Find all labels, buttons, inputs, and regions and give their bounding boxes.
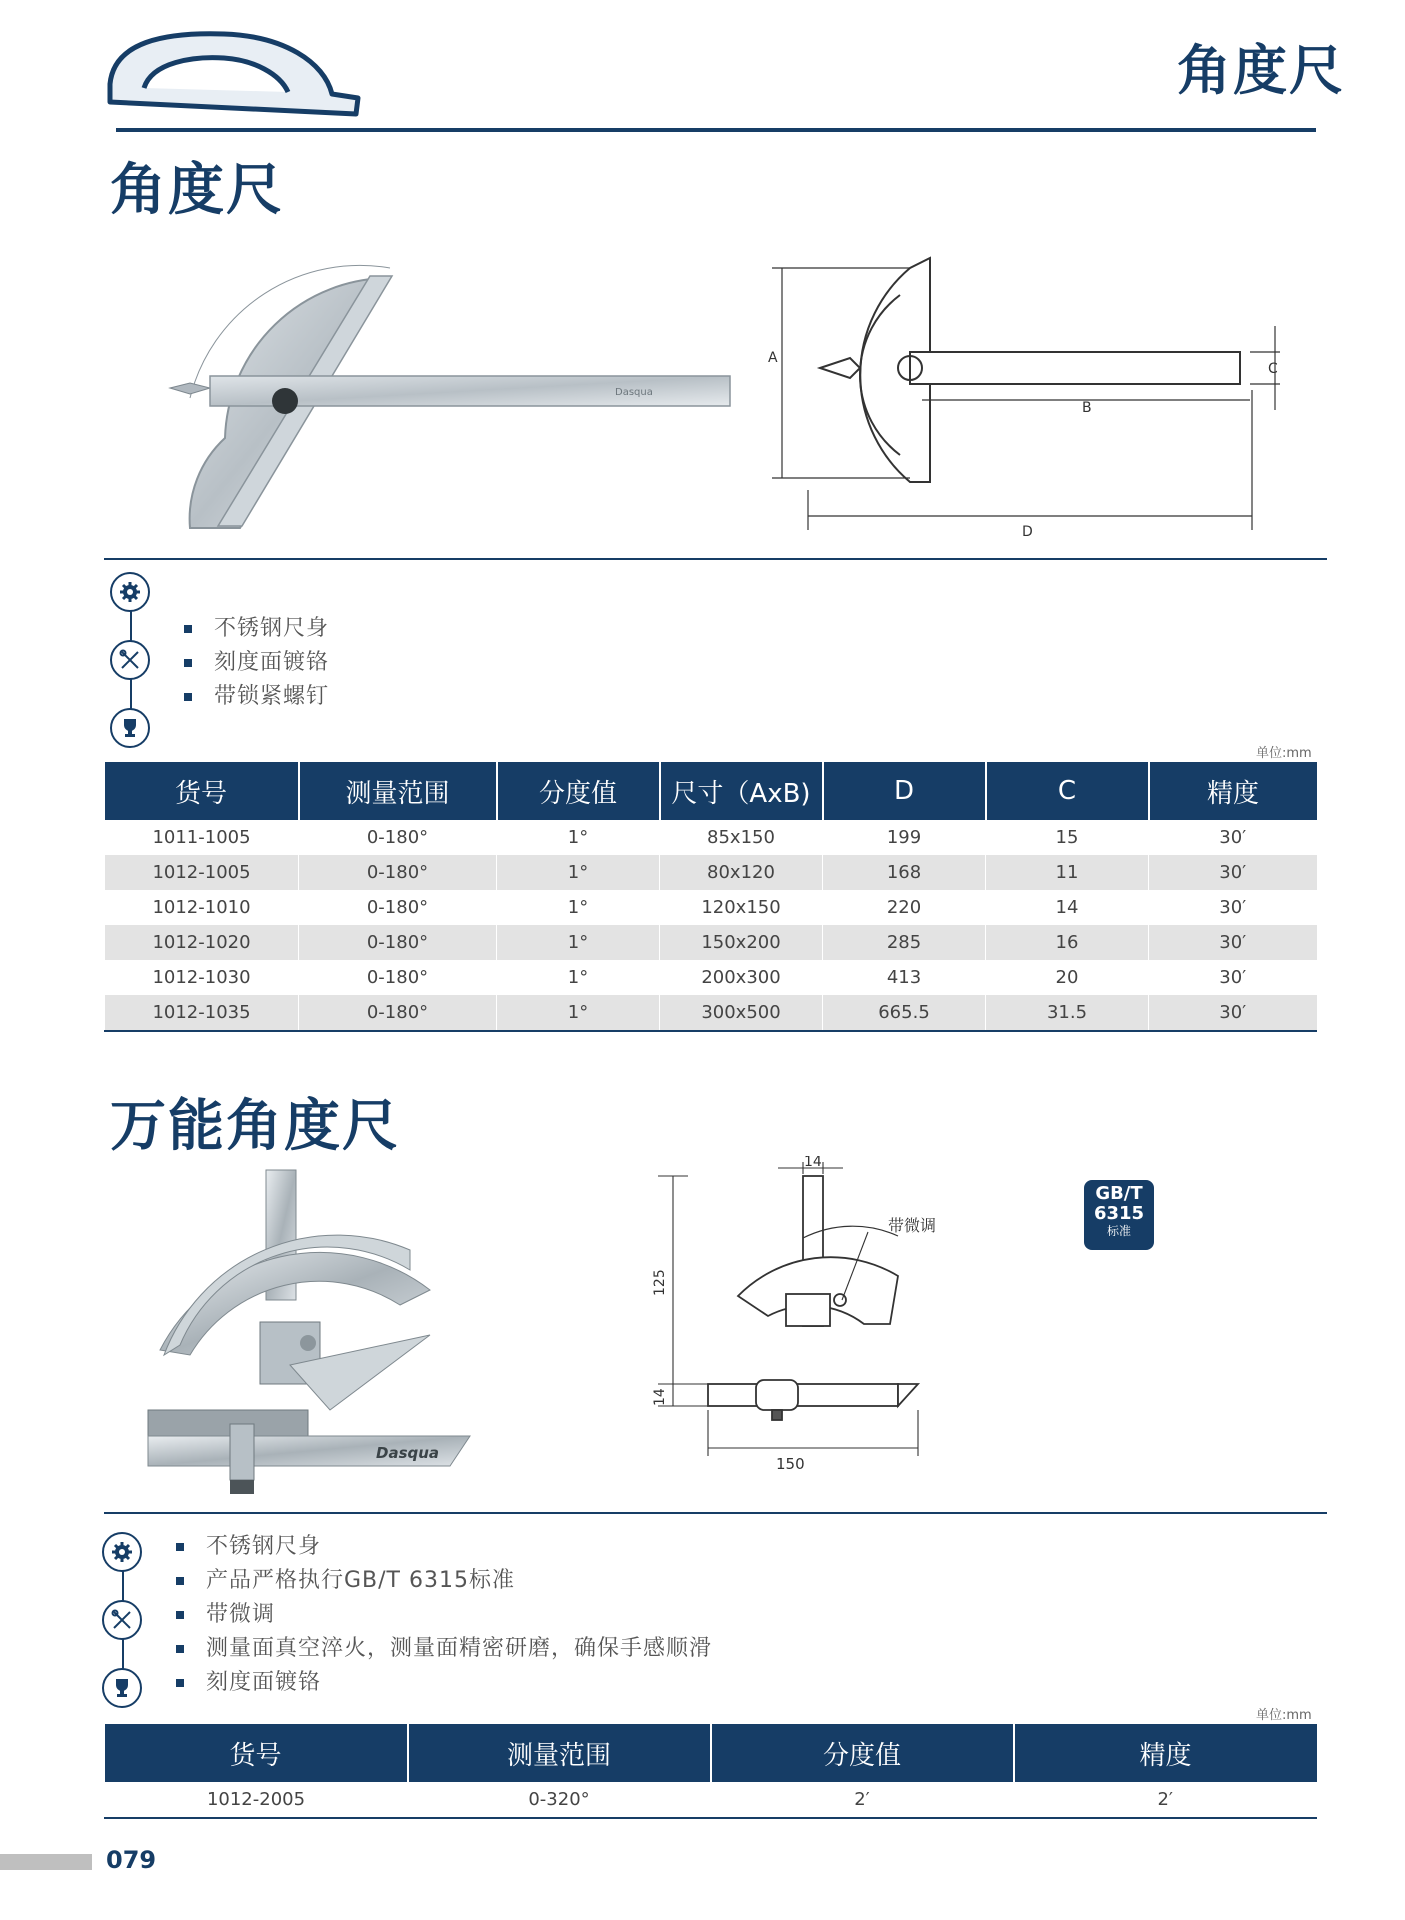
table-cell: 30′	[1149, 890, 1317, 925]
feature-item: 产品严格执行GB/T 6315标准	[176, 1564, 712, 1598]
section2-rule	[104, 1512, 1327, 1514]
table-cell: 168	[823, 855, 986, 890]
protractor-photo	[130, 238, 750, 538]
bevel-photo-brand: Dasqua	[376, 1444, 440, 1462]
fine-adjust-callout: 带微调	[888, 1216, 937, 1235]
dim-label-a: A	[768, 350, 778, 366]
dim-base: 14	[652, 1388, 668, 1406]
table-row	[105, 1782, 1317, 1818]
page-number: 079	[106, 1846, 157, 1874]
dim-label-c: C	[1268, 361, 1278, 377]
table-header: C	[986, 762, 1149, 820]
table-row	[105, 890, 1317, 925]
table-cell: 30′	[1149, 960, 1317, 995]
table-cell: 199	[823, 820, 986, 855]
table-cell: 0-320°	[408, 1782, 711, 1818]
section1-title: 角度尺	[110, 158, 284, 223]
table-header: 精度	[1149, 762, 1317, 820]
section1-rule	[104, 558, 1327, 560]
table-cell: 200x300	[660, 960, 823, 995]
table-cell: 300x500	[660, 995, 823, 1031]
dim-label-b: B	[1082, 400, 1092, 416]
table-cell: 20	[986, 960, 1149, 995]
table-cell: 665.5	[823, 995, 986, 1031]
table-header-row	[105, 1724, 1317, 1782]
table-row	[105, 925, 1317, 960]
table-cell: 30′	[1149, 855, 1317, 890]
feature-item: 带锁紧螺钉	[184, 680, 329, 714]
gear-icon	[110, 572, 150, 612]
feature-item: 不锈钢尺身	[176, 1530, 712, 1564]
table-header: 分度值	[497, 762, 660, 820]
unit-label: 单位:mm	[1256, 746, 1312, 761]
standard-badge	[1084, 1180, 1154, 1250]
table-cell: 150x200	[660, 925, 823, 960]
table-cell: 0-180°	[299, 855, 497, 890]
trophy-icon	[102, 1668, 142, 1708]
table-row	[105, 820, 1317, 855]
table-row	[105, 995, 1317, 1031]
trophy-icon	[110, 708, 150, 748]
table-cell: 1012-2005	[105, 1782, 408, 1818]
unit-label: 单位:mm	[1256, 1708, 1312, 1723]
table-cell: 1012-1035	[105, 995, 299, 1031]
table-cell: 1012-1010	[105, 890, 299, 925]
table-cell: 15	[986, 820, 1149, 855]
table-cell: 0-180°	[299, 960, 497, 995]
table-cell: 0-180°	[299, 925, 497, 960]
table-cell: 0-180°	[299, 995, 497, 1031]
table-cell: 80x120	[660, 855, 823, 890]
table-header: 分度值	[711, 1724, 1014, 1782]
badge-line1: GB/T	[1095, 1183, 1143, 1204]
table-cell: 2′	[1014, 1782, 1317, 1818]
table-header: 精度	[1014, 1724, 1317, 1782]
protractor-photo-brand: Dasqua	[615, 387, 653, 398]
table-cell: 1°	[497, 995, 660, 1031]
tools-icon	[110, 640, 150, 680]
table-cell: 1°	[497, 855, 660, 890]
feature-item: 带微调	[176, 1598, 712, 1632]
table-cell: 11	[986, 855, 1149, 890]
feature-item: 测量面真空淬火，测量面精密研磨，确保手感顺滑	[176, 1632, 712, 1666]
table-cell: 1°	[497, 820, 660, 855]
spec-table-1	[104, 762, 1317, 1032]
table-header: 货号	[105, 1724, 408, 1782]
table-cell: 16	[986, 925, 1149, 960]
dim-label-d: D	[1022, 524, 1033, 540]
bevel-protractor-photo	[140, 1160, 480, 1500]
table-cell: 85x150	[660, 820, 823, 855]
table-cell: 285	[823, 925, 986, 960]
table-cell: 1°	[497, 960, 660, 995]
table-cell: 120x150	[660, 890, 823, 925]
badge-line3: 标准	[1106, 1224, 1131, 1238]
dim-top: 14	[804, 1156, 822, 1170]
dim-width: 150	[776, 1455, 805, 1473]
table-cell: 0-180°	[299, 820, 497, 855]
table-header: 测量范围	[299, 762, 497, 820]
table-cell: 1012-1005	[105, 855, 299, 890]
spec-table-2	[104, 1724, 1317, 1819]
table-cell: 30′	[1149, 995, 1317, 1031]
table-cell: 220	[823, 890, 986, 925]
table-cell: 1012-1020	[105, 925, 299, 960]
table-header: 货号	[105, 762, 299, 820]
table-cell: 1°	[497, 925, 660, 960]
table-cell: 0-180°	[299, 890, 497, 925]
table-header-row	[105, 762, 1317, 820]
gear-icon	[102, 1532, 142, 1572]
section1-features	[184, 612, 329, 714]
table-cell: 31.5	[986, 995, 1149, 1031]
table-row	[105, 855, 1317, 890]
table-header: 尺寸（AxB)	[660, 762, 823, 820]
table-header: 测量范围	[408, 1724, 711, 1782]
dim-height: 125	[652, 1269, 668, 1296]
feature-item: 刻度面镀铬	[176, 1666, 712, 1700]
protractor-drawing	[760, 250, 1300, 550]
table-cell: 1011-1005	[105, 820, 299, 855]
table-cell: 2′	[711, 1782, 1014, 1818]
table-header: D	[823, 762, 986, 820]
protractor-logo-icon	[104, 22, 364, 122]
bevel-protractor-drawing	[628, 1156, 948, 1486]
feature-item: 刻度面镀铬	[184, 646, 329, 680]
badge-line2: 6315	[1093, 1203, 1145, 1224]
section2-title: 万能角度尺	[110, 1094, 400, 1159]
tools-icon	[102, 1600, 142, 1640]
table-cell: 14	[986, 890, 1149, 925]
table-cell: 30′	[1149, 820, 1317, 855]
table-cell: 1012-1030	[105, 960, 299, 995]
header-title: 角度尺	[1177, 39, 1345, 102]
table-row	[105, 960, 1317, 995]
feature-item: 不锈钢尺身	[184, 612, 329, 646]
section2-features	[176, 1530, 712, 1700]
table-cell: 1°	[497, 890, 660, 925]
table-cell: 30′	[1149, 925, 1317, 960]
table-cell: 413	[823, 960, 986, 995]
header-rule	[116, 128, 1316, 132]
page-bar	[0, 1854, 92, 1870]
